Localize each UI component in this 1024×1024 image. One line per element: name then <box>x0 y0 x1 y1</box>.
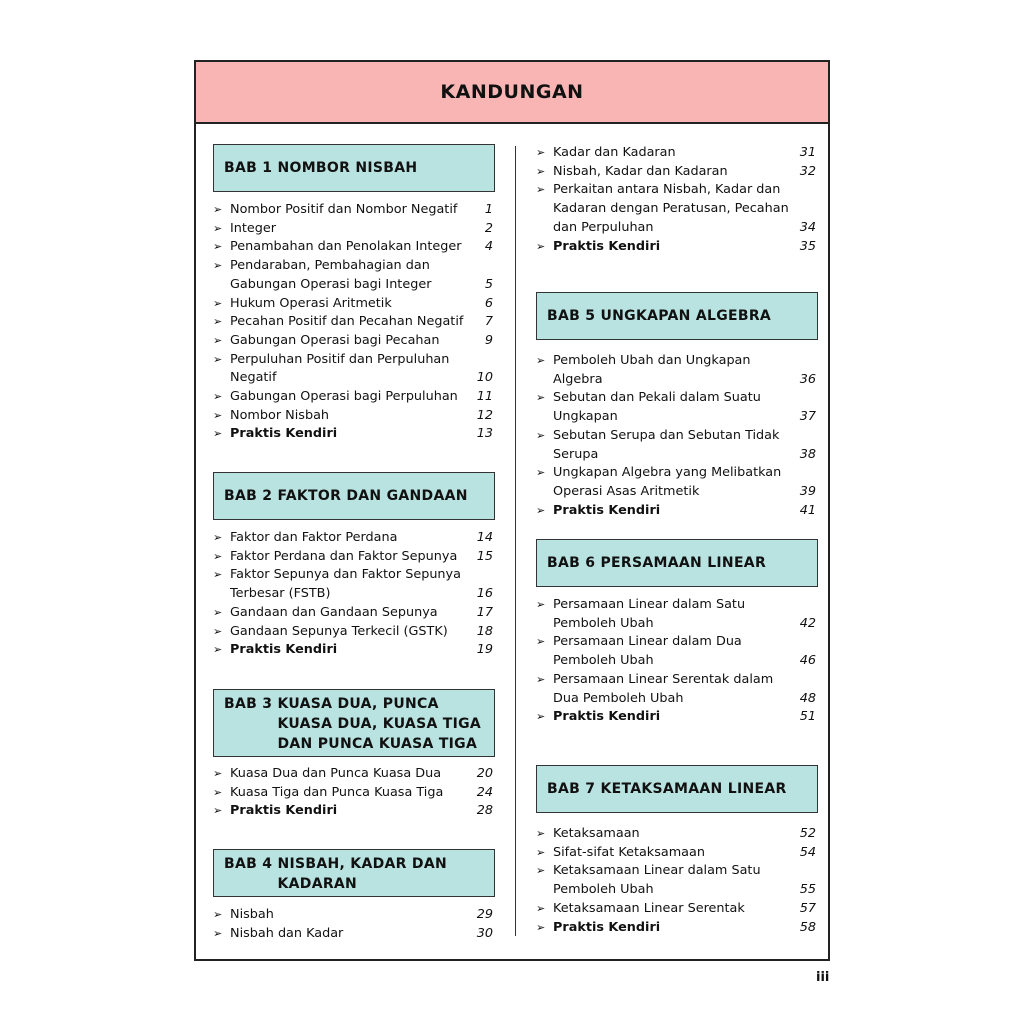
toc-entry <box>536 900 818 919</box>
toc-entry-page: 19 <box>476 642 493 658</box>
toc-entry <box>536 502 818 521</box>
toc-entry-page: 42 <box>799 615 816 631</box>
arrow-bullet-icon: ➢ <box>213 333 223 347</box>
toc-list-bab-1 <box>213 201 495 444</box>
toc-list-bab-4-cont <box>536 144 818 256</box>
toc-entry <box>536 389 818 426</box>
toc-entry <box>213 765 495 784</box>
chapter-title: FAKTOR DAN GANDAAN <box>277 488 468 504</box>
toc-entry-title: Ungkapan Algebra yang Melibatkan Operasi Asas Aritmetik <box>553 465 782 499</box>
toc-list-bab-6 <box>536 596 818 727</box>
chapter-number: BAB 4 <box>224 856 273 872</box>
toc-entry-page: 52 <box>799 826 816 841</box>
column-divider <box>515 146 516 936</box>
toc-entry <box>536 671 818 708</box>
chapter-heading-bab-4 <box>213 849 495 897</box>
toc-entry-title: Ketaksamaan Linear dalam Satu Pemboleh Ubah <box>553 863 761 898</box>
chapter-number: BAB 1 <box>224 160 273 176</box>
toc-entry-title: Praktis Kendiri <box>553 709 661 725</box>
toc-entry-page: 48 <box>799 690 816 706</box>
toc-entry-page: 34 <box>799 219 816 235</box>
arrow-bullet-icon: ➢ <box>213 203 223 216</box>
toc-entry <box>536 464 818 501</box>
toc-entry-title: Pendaraban, Pembahagian dan Gabungan Operasi bagi Integer <box>230 258 432 292</box>
toc-entry-page: 32 <box>799 163 816 179</box>
toc-entry-page: 11 <box>476 389 493 405</box>
toc-entry-title: Sifat-sifat Ketaksamaan <box>553 844 705 860</box>
toc-entry <box>536 163 818 182</box>
toc-entry-page: 37 <box>799 409 816 425</box>
toc-entry <box>536 825 818 844</box>
chapter-number: BAB 3 <box>224 696 273 712</box>
arrow-bullet-icon: ➢ <box>536 672 546 686</box>
toc-entry-title: Nombor Nisbah <box>230 407 330 423</box>
toc-entry-page: 28 <box>476 803 493 819</box>
toc-entry-title: Faktor Sepunya dan Faktor Sepunya Terbesar (FSTB) <box>230 567 461 602</box>
toc-entry <box>213 566 495 603</box>
chapter-number: BAB 7 <box>547 781 596 797</box>
toc-entry-title: Gabungan Operasi bagi Perpuluhan <box>230 389 458 405</box>
toc-entry-page: 17 <box>476 604 493 620</box>
toc-entry <box>213 313 495 332</box>
arrow-bullet-icon: ➢ <box>213 568 223 582</box>
arrow-bullet-icon: ➢ <box>213 259 223 273</box>
toc-entry-title: Sebutan dan Pekali dalam Suatu Ungkapan <box>553 390 761 425</box>
arrow-bullet-icon: ➢ <box>536 920 546 934</box>
toc-entry <box>213 641 495 660</box>
toc-entry <box>536 181 818 237</box>
arrow-bullet-icon: ➢ <box>536 428 546 442</box>
arrow-bullet-icon: ➢ <box>213 605 223 619</box>
contents-page <box>194 60 830 961</box>
toc-list-bab-4 <box>213 906 495 943</box>
page-title: KANDUNGAN <box>196 62 828 124</box>
toc-entry-title: Penambahan dan Penolakan Integer <box>230 239 462 255</box>
arrow-bullet-icon: ➢ <box>536 635 546 649</box>
toc-entry-page: 54 <box>799 844 816 860</box>
toc-entry-page: 46 <box>799 653 816 669</box>
chapter-heading-bab-1 <box>213 144 495 192</box>
toc-entry-title: Praktis Kendiri <box>230 803 338 819</box>
chapter-heading-bab-7 <box>536 765 818 813</box>
toc-entry <box>213 604 495 623</box>
chapter-title: KETAKSAMAAN LINEAR <box>600 781 787 797</box>
chapter-number: BAB 5 <box>547 308 596 324</box>
arrow-bullet-icon: ➢ <box>213 804 223 818</box>
toc-entry-title: Nombor Positif dan Nombor Negatif <box>230 202 458 217</box>
toc-entry-page: 13 <box>476 426 493 442</box>
arrow-bullet-icon: ➢ <box>213 624 223 638</box>
toc-entry-title: Persamaan Linear Serentak dalam Dua Pemboleh Ubah <box>553 671 774 706</box>
toc-entry-page: 5 <box>484 276 493 292</box>
toc-entry-title: Pemboleh Ubah dan Ungkapan Algebra <box>553 353 751 387</box>
arrow-bullet-icon: ➢ <box>536 598 546 611</box>
toc-entry-page: 20 <box>476 766 493 781</box>
toc-entry <box>536 919 818 938</box>
toc-entry-title: Kadar dan Kadaran <box>553 145 676 160</box>
arrow-bullet-icon: ➢ <box>213 767 223 780</box>
chapter-heading-bab-2 <box>213 472 495 520</box>
arrow-bullet-icon: ➢ <box>213 221 223 235</box>
toc-entry <box>213 925 495 944</box>
toc-entry-page: 2 <box>484 220 493 236</box>
arrow-bullet-icon: ➢ <box>213 315 223 329</box>
chapter-title: UNGKAPAN ALGEBRA <box>600 308 772 324</box>
toc-entry-title: Faktor dan Faktor Perdana <box>230 530 398 545</box>
toc-entry <box>213 238 495 257</box>
arrow-bullet-icon: ➢ <box>536 164 546 178</box>
toc-entry-page: 41 <box>799 502 816 518</box>
toc-entry-page: 24 <box>476 784 493 800</box>
toc-entry <box>536 596 818 633</box>
arrow-bullet-icon: ➢ <box>536 239 546 253</box>
arrow-bullet-icon: ➢ <box>536 183 546 197</box>
arrow-bullet-icon: ➢ <box>213 296 223 310</box>
toc-entry <box>213 332 495 351</box>
toc-entry-title: Praktis Kendiri <box>230 642 338 658</box>
toc-entry <box>213 388 495 407</box>
chapter-title: NISBAH, KADAR DAN KADARAN <box>277 856 447 892</box>
arrow-bullet-icon: ➢ <box>213 643 223 657</box>
toc-entry-title: Gabungan Operasi bagi Pecahan <box>230 332 440 348</box>
toc-entry-title: Integer <box>230 220 277 236</box>
arrow-bullet-icon: ➢ <box>213 908 223 921</box>
arrow-bullet-icon: ➢ <box>536 845 546 859</box>
toc-entry-title: Perkaitan antara Nisbah, Kadar dan Kadaran dengan Peratusan, Pecahan dan Perpuluhan <box>553 182 789 235</box>
toc-entry-page: 1 <box>484 202 493 217</box>
toc-entry <box>213 425 495 444</box>
page-number: iii <box>816 970 830 985</box>
toc-entry-page: 18 <box>476 623 493 639</box>
chapter-number: BAB 2 <box>224 488 273 504</box>
toc-entry <box>536 144 818 163</box>
toc-entry-page: 30 <box>476 925 493 941</box>
arrow-bullet-icon: ➢ <box>213 390 223 404</box>
chapter-heading-bab-5 <box>536 292 818 340</box>
arrow-bullet-icon: ➢ <box>213 352 223 366</box>
toc-entry <box>213 548 495 567</box>
arrow-bullet-icon: ➢ <box>213 785 223 799</box>
arrow-bullet-icon: ➢ <box>536 827 546 840</box>
toc-entry <box>536 427 818 464</box>
toc-entry-page: 15 <box>476 548 493 564</box>
toc-entry-title: Perpuluhan Positif dan Perpuluhan Negatif <box>230 351 450 386</box>
toc-entry-page: 57 <box>799 900 816 916</box>
toc-entry-title: Gandaan Sepunya Terkecil (GSTK) <box>230 623 448 639</box>
toc-entry-title: Praktis Kendiri <box>230 426 338 442</box>
toc-entry <box>213 351 495 388</box>
arrow-bullet-icon: ➢ <box>213 408 223 422</box>
toc-entry <box>213 906 495 925</box>
toc-entry <box>213 201 495 220</box>
toc-entry-title: Persamaan Linear dalam Satu Pemboleh Ubah <box>553 597 746 631</box>
toc-list-bab-5 <box>536 352 818 520</box>
arrow-bullet-icon: ➢ <box>213 549 223 563</box>
arrow-bullet-icon: ➢ <box>213 427 223 441</box>
chapter-heading-bab-6 <box>536 539 818 587</box>
toc-entry-title: Praktis Kendiri <box>553 919 661 935</box>
toc-entry-title: Faktor Perdana dan Faktor Sepunya <box>230 548 458 564</box>
toc-list-bab-2 <box>213 529 495 660</box>
arrow-bullet-icon: ➢ <box>536 146 546 159</box>
toc-entry-title: Nisbah dan Kadar <box>230 925 344 941</box>
toc-entry-title: Pecahan Positif dan Pecahan Negatif <box>230 314 464 330</box>
chapter-title: KUASA DUA, PUNCA KUASA DUA, KUASA TIGA DAN PUNCA KUASA TIGA <box>277 696 482 752</box>
toc-entry-page: 51 <box>799 709 816 725</box>
arrow-bullet-icon: ➢ <box>213 531 223 544</box>
toc-entry <box>536 238 818 257</box>
toc-entry-title: Kuasa Tiga dan Punca Kuasa Tiga <box>230 784 444 800</box>
toc-entry-page: 29 <box>476 907 493 922</box>
toc-entry-title: Praktis Kendiri <box>553 238 661 254</box>
toc-entry <box>536 862 818 899</box>
toc-entry-page: 31 <box>799 145 816 160</box>
toc-list-bab-7 <box>536 825 818 937</box>
toc-entry-title: Ketaksamaan Linear Serentak <box>553 900 745 916</box>
chapter-heading-bab-3 <box>213 689 495 757</box>
toc-entry-page: 6 <box>484 295 493 311</box>
arrow-bullet-icon: ➢ <box>213 926 223 940</box>
arrow-bullet-icon: ➢ <box>213 240 223 254</box>
toc-entry-title: Sebutan Serupa dan Sebutan Tidak Serupa <box>553 427 780 462</box>
toc-entry <box>213 295 495 314</box>
toc-entry-page: 35 <box>799 238 816 254</box>
chapter-title: NOMBOR NISBAH <box>277 160 418 176</box>
toc-entry-title: Ketaksamaan <box>553 826 640 841</box>
toc-list-bab-3 <box>213 765 495 821</box>
chapter-title: PERSAMAAN LINEAR <box>600 555 767 571</box>
toc-entry-page: 9 <box>484 332 493 348</box>
toc-entry-page: 58 <box>799 919 816 935</box>
toc-entry <box>536 352 818 389</box>
arrow-bullet-icon: ➢ <box>536 391 546 405</box>
toc-entry-title: Nisbah <box>230 907 274 922</box>
toc-entry-title: Kuasa Dua dan Punca Kuasa Dua <box>230 766 442 781</box>
chapter-number: BAB 6 <box>547 555 596 571</box>
toc-entry-page: 10 <box>476 370 493 386</box>
toc-entry <box>536 708 818 727</box>
toc-entry-page: 14 <box>476 530 493 545</box>
toc-entry <box>213 784 495 803</box>
toc-entry <box>213 220 495 239</box>
toc-entry <box>213 802 495 821</box>
toc-entry-page: 36 <box>799 371 816 387</box>
toc-entry <box>213 407 495 426</box>
arrow-bullet-icon: ➢ <box>536 466 546 480</box>
toc-entry-title: Praktis Kendiri <box>553 502 661 518</box>
toc-entry-page: 16 <box>476 586 493 602</box>
toc-entry-page: 4 <box>484 239 493 255</box>
toc-entry-page: 12 <box>476 407 493 423</box>
toc-entry-title: Gandaan dan Gandaan Sepunya <box>230 604 438 620</box>
toc-entry <box>536 844 818 863</box>
toc-entry-page: 38 <box>799 446 816 462</box>
toc-entry <box>536 633 818 670</box>
toc-entry-page: 39 <box>799 483 816 499</box>
toc-entry <box>213 623 495 642</box>
arrow-bullet-icon: ➢ <box>536 710 546 724</box>
toc-entry-page: 7 <box>484 314 493 330</box>
toc-entry <box>213 257 495 294</box>
toc-entry-title: Hukum Operasi Aritmetik <box>230 295 392 311</box>
arrow-bullet-icon: ➢ <box>536 864 546 878</box>
toc-entry-title: Persamaan Linear dalam Dua Pemboleh Ubah <box>553 634 742 669</box>
arrow-bullet-icon: ➢ <box>536 354 546 367</box>
arrow-bullet-icon: ➢ <box>536 901 546 915</box>
toc-entry <box>213 529 495 548</box>
arrow-bullet-icon: ➢ <box>536 503 546 517</box>
toc-entry-page: 55 <box>799 882 816 898</box>
toc-entry-title: Nisbah, Kadar dan Kadaran <box>553 163 728 179</box>
